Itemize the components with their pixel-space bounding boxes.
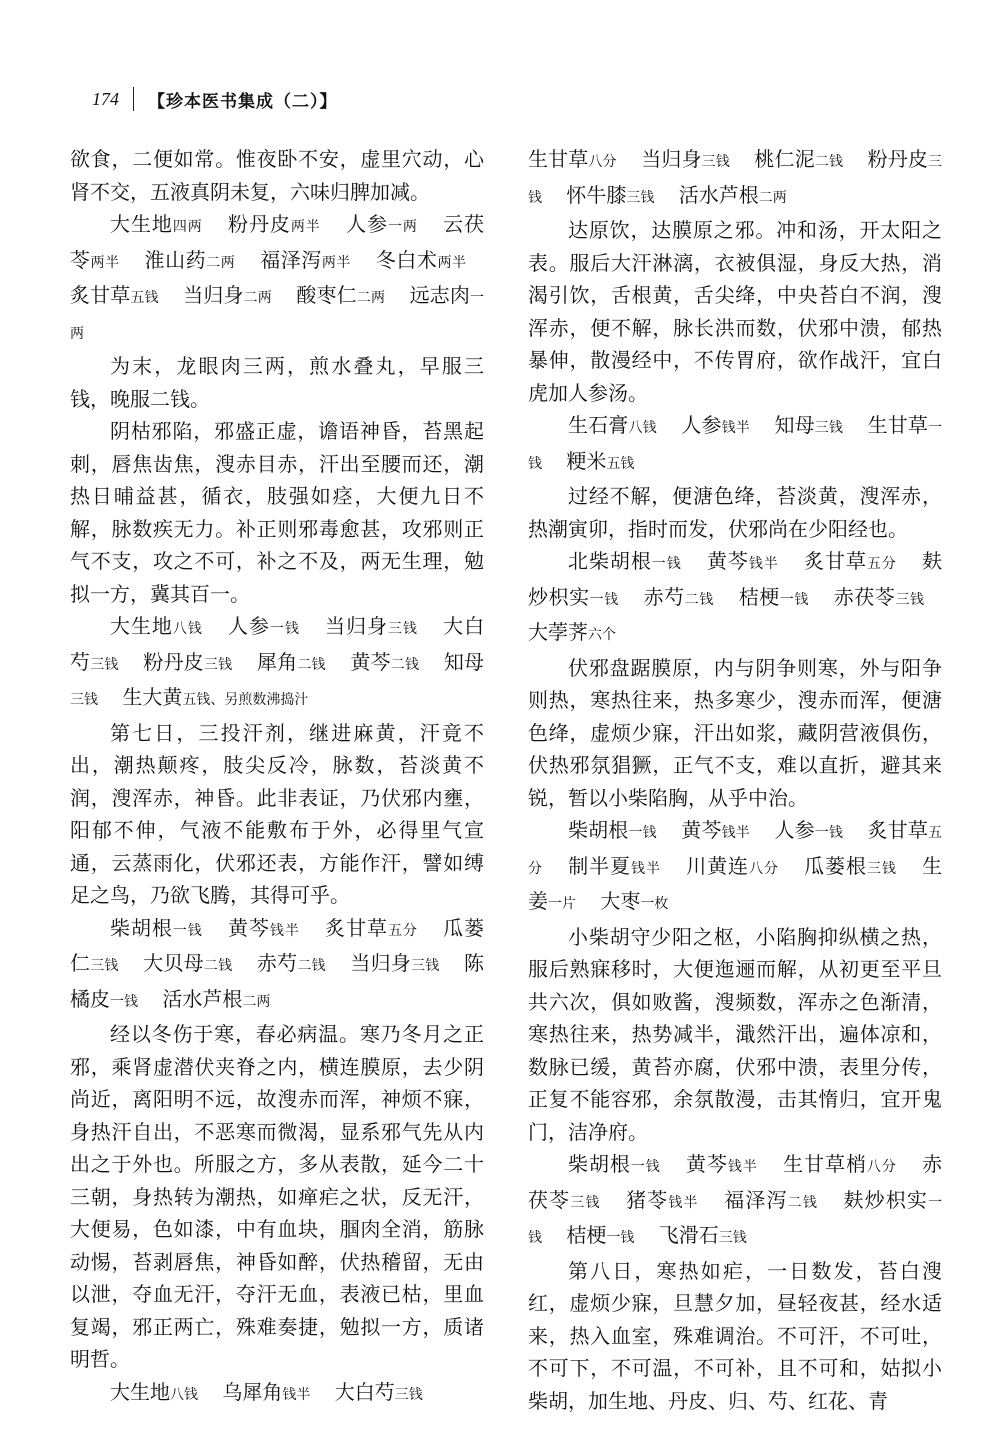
herb-name: 人参 [346,212,388,236]
herb-dosage: 二两 [243,290,272,306]
prescription [70,1376,484,1412]
herb-name: 冬白术 [375,247,438,272]
herb-name: 赤茯苓 [833,584,896,609]
herb-name: 黄芩 [228,915,270,940]
herb-dosage: 钱半 [721,825,750,841]
herb-item [626,1188,699,1212]
herb-name: 生甘草 [867,413,929,437]
herb-name: 人参 [681,413,722,437]
page-header [92,84,338,114]
herb-dosage: 三钱 [203,656,233,673]
herb-dosage: 一钱 [628,825,657,841]
paragraph: 欲食，二便如常。惟夜卧不安，虚里穴动，心肾不交，五液真阴未复，六味归脾加减。 [70,147,484,204]
herb-item [681,413,750,437]
herb-item [183,283,272,307]
herb-item [325,614,418,638]
herb-dosage: 八钱 [170,1386,198,1403]
herb-item [686,1152,758,1176]
herb-name: 炙甘草 [867,818,929,842]
herb-dosage: 两半 [437,254,467,271]
herb-name: 飞滑石 [658,1223,719,1247]
herb-item [350,650,419,674]
herb-name: 大贝母 [143,951,204,975]
herb-name: 大白芍 [70,614,485,674]
herb-name: 黄芩 [706,549,749,573]
herb-name: 炙甘草 [325,915,388,940]
herb-dosage: 八分 [748,860,779,877]
herb-item [228,212,321,236]
herb-name: 生石膏 [568,413,629,437]
herb-dosage: 三钱 [90,656,119,673]
herb-dosage: 八分 [588,154,617,170]
prescription [528,545,942,652]
herb-name: 大生地 [110,1379,170,1404]
herb-dosage: 钱半 [721,420,750,436]
herb-item [566,449,634,473]
prescription [528,1148,942,1255]
herb-item [528,620,616,644]
herb-item [110,1380,198,1404]
herb-name: 知母 [443,649,485,674]
herb-item [325,916,418,940]
prescription [70,208,484,350]
herb-item [162,987,270,1011]
herb-dosage: 二钱 [297,958,326,974]
herb-item [257,951,326,975]
herb-dosage: 三钱 [528,154,943,206]
herb-name: 大白芍 [334,1379,395,1404]
paragraph: 第八日，寒热如疟，一日数发，苔白溲红，虚烦少寐，旦慧夕加，昼轻夜甚，经水适来，热入血室，殊难调治。不可汗，不可吐，不可下，不可温，不可补，且不可和，姑拟小柴胡，加生地、丹皮、归、芍、红花、青 [528,1258,942,1413]
herb-dosage: 八分 [866,1159,897,1175]
paragraph: 伏邪盘踞膜原，内与阴争则寒，外与阳争则热，寒热往来，热多寒少，溲赤而浑，便溏色绛，虚烦少寐，汗出如浆，藏阴营液俱伤，伏热邪氛猖獗，正气不支，难以直折，避其来锐，暂以小柴陷胸，从乎中治。 [528,655,942,810]
herb-item [350,951,439,975]
herb-item [110,212,203,236]
herb-name: 麸炒枳实 [528,549,943,609]
herb-dosage: 三钱 [718,1230,747,1246]
paragraph: 经以冬伤于寒，春必病温。寒乃冬月之正邪，乘肾虚潜伏夹脊之内，横连膜原，去少阴尚近，离阳明不远，故溲赤而浑，神烦不寐，身热汗自出，不恶寒而微渴，显系邪气先从内出之于外也。所服之方，多从表散，延今二十三朝，身热转为潮热，如瘅疟之状，反无汗，大便易，色如漆，中有血块，腘肉全消，筋脉动惕，苔剥唇焦，神昏如醉，伏热稽留，无由以泄，夺血无汗，夺汗无血，表液已枯，里血复竭，邪正两亡，殊难奏捷，勉拟一方，质诸明哲。 [70,1022,484,1371]
herb-item [346,212,418,236]
herb-name: 黄芩 [681,818,722,842]
herb-name: 赤茯苓 [528,1152,943,1212]
prescription [70,610,484,717]
herb-name: 大枣 [600,889,641,913]
herb-dosage: 八钱 [172,621,203,637]
herb-dosage: 二两 [242,993,271,1010]
herb-name: 麸炒枳实 [843,1187,929,1212]
herb-name: 北柴胡根 [568,549,652,573]
herb-name: 桔梗 [738,584,780,609]
herb-item [568,549,682,573]
herb-name: 川黄连 [686,853,749,878]
herb-item [568,854,661,878]
herb-name: 粳米 [566,448,607,473]
herb-dosage: 三钱 [70,692,98,708]
herb-name: 瓜蒌仁 [70,915,485,975]
herb-item [681,818,750,842]
page-number: 174 [92,88,119,109]
herb-item [70,283,159,307]
herb-dosage: 二钱 [297,656,326,673]
herb-item [641,147,730,171]
herb-name: 大生地 [110,212,173,236]
herb-dosage: 钱半 [748,556,779,572]
herb-dosage: 两半 [290,219,321,235]
herb-dosage: 一钱 [172,922,203,939]
herb-item [568,818,657,842]
paragraph: 阴枯邪陷，邪盛正虚，谵语神昏，苔黑起刺，唇焦齿焦，溲赤目赤，汗出至腰而还，潮热日晡益甚，循衣，肢强如痉，大便九日不解，脉数疾无力。补正则邪毒愈甚，攻邪则正气不支，攻之不可，补之不及，两无生理，勉拟一方，冀其百一。 [70,419,484,606]
herb-item [110,614,203,638]
herb-item [644,585,714,609]
herb-dosage: 五分 [387,922,418,939]
herb-dosage: 一钱 [589,591,619,608]
herb-name: 当归身 [325,614,388,638]
herb-name: 福泽泻 [724,1187,788,1212]
herb-item [528,147,617,171]
herb-name: 知母 [774,413,815,437]
herb-name: 黄芩 [350,649,391,674]
paragraph: 小柴胡守少阳之枢，小陷胸抑纵横之热，服后熟寐移时，大便迤逦而解，从初更至平旦共六次，俱如败酱，溲频数，浑赤之色渐清，寒热往来，热势减半，濈然汗出，遍体凉和，数脉已缓，黄苔亦腐，伏邪中溃，表里分传，正复不能容邪，余氛散漫，击其惰归，宜开鬼门，洁净府。 [528,924,942,1144]
herb-item [122,685,308,709]
herb-name: 人参 [228,614,270,638]
herb-dosage: 三钱 [394,1386,423,1403]
right-column [528,143,942,1417]
herb-name: 柴胡根 [568,818,629,842]
herb-dosage: 五分 [528,825,943,877]
herb-item [679,183,787,207]
herb-item [110,916,203,940]
herb-dosage: 二钱 [814,154,844,170]
herb-name: 酸枣仁 [296,283,357,307]
herb-dosage: 一钱 [606,1230,635,1246]
paragraph: 达原饮，达膜原之邪。冲和汤，开太阳之表。服后大汗淋漓，衣被俱湿，身反大热，消渴引饮，舌根黄，舌尖绛，中央苔白不润，溲浑赤，便不解，脉长洪而数，伏邪中溃，郁热暴伸，散漫经中，不传胃府，欲作战汗，宜白虎加人参汤。 [528,218,942,405]
herb-item [566,1223,634,1247]
herb-item [228,614,300,638]
herb-dosage: 钱半 [668,1194,699,1211]
herb-dosage: 二钱 [787,1194,818,1211]
herb-dosage: 一枚 [640,896,669,912]
herb-item [804,854,897,878]
herb-name: 人参 [774,818,815,842]
herb-item [257,650,326,674]
herb-dosage: 二两 [356,290,386,306]
paragraph: 过经不解，便溏色绛，苔淡黄，溲浑赤，热潮寅卯，指时而发，伏邪尚在少阳经也。 [528,484,942,541]
herb-dosage: 一钱 [814,825,844,841]
herb-name: 柴胡根 [110,915,173,940]
herb-dosage: 五钱 [130,290,159,306]
herb-item [707,549,779,573]
herb-item [566,183,654,207]
herb-name: 乌犀角 [222,1379,283,1404]
herb-item [143,951,232,975]
herb-dosage: 四两 [172,219,203,235]
herb-name: 粉丹皮 [143,649,204,674]
left-column [70,143,484,1411]
herb-item [228,916,300,940]
herb-item [724,1188,818,1212]
herb-name: 活水芦根 [162,986,243,1011]
herb-dosage: 五分 [866,556,897,572]
herb-dosage: 钱半 [269,922,300,939]
herb-name: 柴胡根 [568,1152,631,1176]
herb-name: 陈橘皮 [70,951,485,1011]
herb-dosage: 二钱 [203,958,233,974]
herb-item [659,1223,747,1247]
herb-dosage: 六个 [588,627,616,643]
herb-dosage: 二钱 [390,656,420,673]
herb-name: 瓜蒌根 [804,853,867,878]
herb-dosage: 二钱 [684,591,714,608]
herb-item [739,585,809,609]
herb-name: 生甘草 [528,147,589,171]
herb-item [754,147,843,171]
herb-item [568,413,657,437]
herb-name: 制半夏 [568,853,632,878]
herb-item [834,585,924,609]
herb-dosage: 三钱 [866,860,897,877]
herb-name: 炙甘草 [70,283,131,307]
herb-name: 活水芦根 [678,182,759,207]
prescription [528,814,942,921]
herb-item [600,889,668,913]
herb-item [774,818,843,842]
herb-name: 犀角 [256,649,298,674]
herb-dosage: 二两 [206,254,236,271]
herb-name: 大荸荠 [528,620,588,644]
herb-name: 当归身 [183,283,244,307]
herb-item [335,1380,423,1404]
herb-item [568,1152,661,1176]
herb-name: 桔梗 [566,1223,607,1247]
herb-dosage: 一钱 [630,1159,661,1175]
prescription [528,409,942,480]
herb-dosage: 三钱 [895,591,925,608]
herb-dosage: 五钱、另煎数沸捣汁 [182,692,309,708]
herb-item [145,248,236,272]
herb-dosage: 三钱 [570,1194,601,1211]
herb-dosage: 一钱 [528,420,943,472]
herb-name: 大生地 [110,614,173,638]
herb-name: 桃仁泥 [754,147,815,171]
herb-dosage: 二两 [758,189,787,206]
herb-dosage: 一片 [548,896,576,912]
paragraph: 第七日，三投汗剂，继进麻黄，汗竟不出，潮热颠疼，肢尖反冷，脉数，苔淡黄不润，溲浑赤，神昏。此非表证，乃伏邪内壅，阳郁不伸，气液不能敷布于外，必得里气宣通，云蒸雨化，伏邪还表，方能作汗，譬如缚足之鸟，乃欲飞腾，其得可乎。 [70,720,484,907]
herb-item [260,248,351,272]
herb-dosage: 两半 [90,254,120,271]
herb-name: 生大黄 [122,685,183,709]
herb-dosage: 钱半 [727,1159,758,1175]
herb-name: 淮山药 [144,247,207,272]
herb-dosage: 一钱 [651,556,682,572]
herb-dosage: 一两 [70,290,485,342]
herb-dosage: 三钱 [90,958,119,974]
herb-item [774,413,843,437]
herb-name: 远志肉 [409,283,471,307]
herb-name: 赤芍 [643,584,685,609]
herb-dosage: 三钱 [814,420,844,436]
paragraph: 为末，龙眼肉三两，煎水叠丸，早服三钱，晚服二钱。 [70,354,484,411]
herb-name: 当归身 [641,147,702,171]
book-title: 【珍本医书集成（二）】 [148,91,338,112]
herb-dosage: 一两 [387,219,418,235]
herb-dosage: 三钱 [701,154,730,170]
herb-item [222,1380,310,1404]
herb-item [376,248,466,272]
prescription [70,912,484,1019]
prescription [528,143,942,214]
header-divider [133,87,134,111]
herb-dosage: 一钱 [269,621,300,637]
herb-name: 福泽泻 [260,247,322,272]
herb-dosage: 三钱 [387,621,418,637]
herb-name: 猪苓 [626,1187,669,1212]
herb-dosage: 两半 [321,254,351,271]
herb-dosage: 一钱 [110,993,138,1010]
herb-dosage: 一钱 [528,1194,943,1246]
herb-item [804,549,897,573]
herb-dosage: 钱半 [631,860,661,877]
herb-dosage: 三钱 [626,189,655,206]
herb-name: 生甘草梢 [783,1152,867,1176]
herb-name: 粉丹皮 [228,212,291,236]
herb-name: 生姜 [528,853,943,913]
herb-dosage: 八钱 [628,420,657,436]
herb-name: 怀牛膝 [566,182,627,207]
herb-name: 炙甘草 [804,549,867,573]
herb-name: 黄芩 [686,1152,728,1176]
herb-name: 当归身 [350,951,412,975]
herb-dosage: 三钱 [411,958,440,974]
herb-dosage: 五钱 [606,455,635,472]
herb-item [143,650,232,674]
herb-dosage: 钱半 [282,1386,311,1403]
herb-item [783,1152,897,1176]
herb-name: 赤芍 [256,951,298,975]
herb-item [296,283,385,307]
herb-name: 云茯苓 [70,212,485,272]
herb-name: 粉丹皮 [867,147,929,171]
herb-item [686,854,779,878]
herb-dosage: 一钱 [779,591,809,608]
